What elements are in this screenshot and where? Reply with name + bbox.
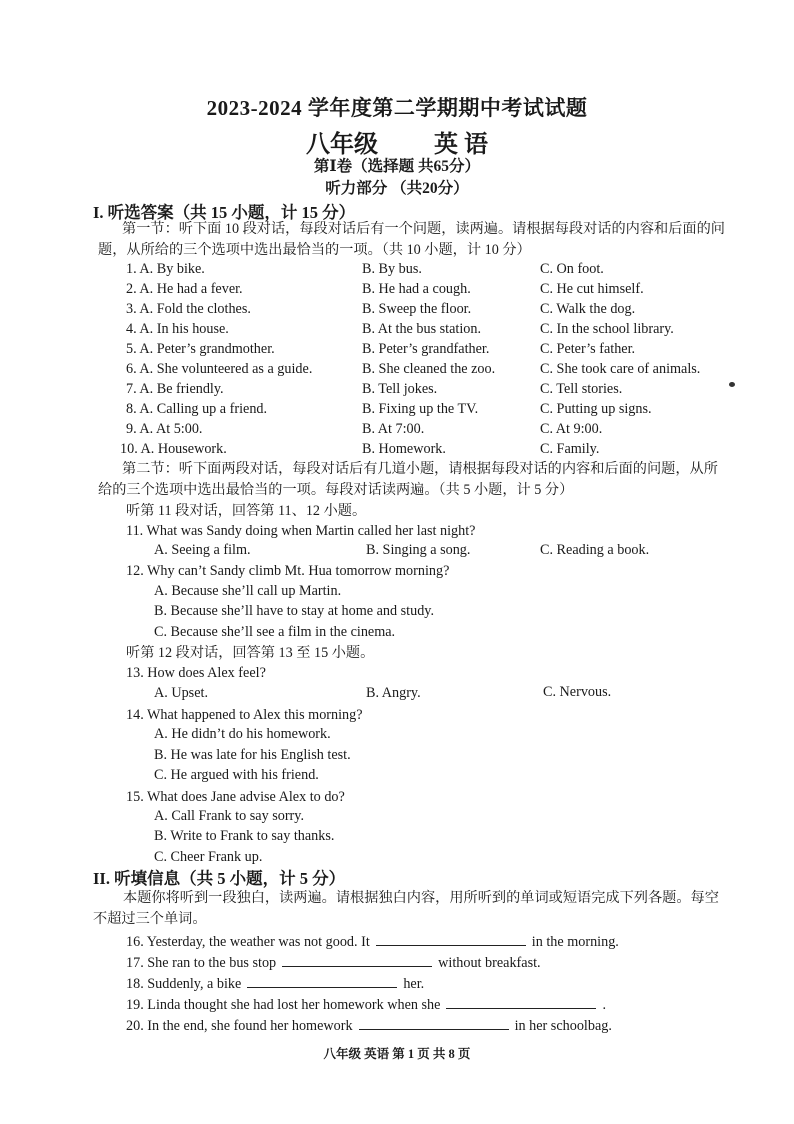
section-2-heading: II. 听填信息（共 5 小题，计 5 分） — [93, 869, 346, 888]
q18-answer-blank[interactable] — [247, 974, 397, 988]
q16-line — [126, 932, 619, 951]
q12-stem: 12. Why can’t Sandy climb Mt. Hua tomorrow morning? — [126, 563, 450, 579]
q4-option-c: C. In the school library. — [540, 321, 674, 337]
section-1-part-1-instructions: 第一节：听下面 10 段对话，每段对话后有一个问题，读两遍。请根据每段对话的内容和后面的问题，从所给的三个选项中选出最恰当的一项。（共 10 小题，计 10 分） — [98, 221, 725, 258]
q20-text-after: in her schoolbag. — [514, 1018, 612, 1034]
q5-option-b: B. Peter’s grandfather. — [362, 341, 490, 357]
q17-answer-blank[interactable] — [282, 953, 432, 967]
section-1-heading: I. 听选答案（共 15 小题，计 15 分） — [93, 203, 356, 222]
q8-option-b: B. Fixing up the TV. — [362, 401, 479, 417]
subject-label: 英 语 — [434, 132, 488, 158]
q15-option-c: C. Cheer Frank up. — [154, 849, 263, 865]
q12-option-a: A. Because she’ll call up Martin. — [154, 583, 342, 599]
q17-line — [126, 953, 541, 972]
q16-text-after: in the morning. — [531, 934, 619, 950]
q11-option-c: C. Reading a book. — [540, 542, 650, 558]
q7-option-b: B. Tell jokes. — [362, 381, 438, 397]
q16-answer-blank[interactable] — [376, 932, 526, 946]
q9-option-c: C. At 9:00. — [540, 421, 603, 437]
dialog-11-note: 听第 11 段对话，回答第 11、12 小题。 — [126, 503, 367, 519]
q18-text-before: 18. Suddenly, a bike — [126, 976, 242, 992]
q10-option-c: C. Family. — [540, 441, 600, 457]
q15-option-b: B. Write to Frank to say thanks. — [154, 828, 335, 844]
q20-text-before: 20. In the end, she found her homework — [126, 1018, 353, 1034]
q8-option-c: C. Putting up signs. — [540, 401, 652, 417]
q6-option-c: C. She took care of animals. — [540, 361, 701, 377]
q5-option-c: C. Peter’s father. — [540, 341, 636, 357]
q3-option-b: B. Sweep the floor. — [362, 301, 472, 317]
q15-option-a: A. Call Frank to say sorry. — [154, 808, 305, 824]
q1-option-a: 1. A. By bike. — [126, 261, 205, 277]
section-1-part-2-instructions: 第二节：听下面两段对话，每段对话后有几道小题，请根据每段对话的内容和后面的问题，从所给的三个选项中选出最恰当的一项。每段对话读两遍。（共 5 小题，计 5 分） — [98, 461, 718, 498]
q16-text-before: 16. Yesterday, the weather was not good. It — [126, 934, 370, 950]
q17-text-after: without breakfast. — [438, 955, 541, 971]
q14-stem: 14. What happened to Alex this morning? — [126, 707, 363, 723]
q3-option-a: 3. A. Fold the clothes. — [126, 301, 251, 317]
q14-option-b: B. He was late for his English test. — [154, 747, 351, 763]
q2-option-c: C. He cut himself. — [540, 281, 644, 297]
q7-option-a: 7. A. Be friendly. — [126, 381, 224, 397]
q4-option-a: 4. A. In his house. — [126, 321, 229, 337]
q14-option-c: C. He argued with his friend. — [154, 767, 319, 783]
ink-speck — [729, 382, 735, 387]
q19-answer-blank[interactable] — [446, 995, 596, 1009]
listening-part-title: 听力部分 （共20分） — [325, 180, 469, 197]
q20-line — [126, 1016, 612, 1035]
q6-option-a: 6. A. She volunteered as a guide. — [126, 361, 313, 377]
q10-option-a: 10. A. Housework. — [120, 441, 227, 457]
q19-text-after: . — [602, 997, 606, 1013]
q13-option-c: C. Nervous. — [543, 684, 612, 700]
q13-stem: 13. How does Alex feel? — [126, 665, 266, 681]
q11-stem: 11. What was Sandy doing when Martin called her last night? — [126, 523, 476, 539]
q3-option-c: C. Walk the dog. — [540, 301, 636, 317]
q1-option-c: C. On foot. — [540, 261, 604, 277]
q12-option-b: B. Because she’ll have to stay at home and study. — [154, 603, 435, 619]
q20-answer-blank[interactable] — [359, 1016, 509, 1030]
q14-option-a: A. He didn’t do his homework. — [154, 726, 331, 742]
q9-option-b: B. At 7:00. — [362, 421, 425, 437]
volume-title: 第Ⅰ卷（选择题 共65分） — [313, 158, 481, 175]
q2-option-a: 2. A. He had a fever. — [126, 281, 243, 297]
q17-text-before: 17. She ran to the bus stop — [126, 955, 277, 971]
q19-text-before: 19. Linda thought she had lost her homework when she — [126, 997, 441, 1013]
q4-option-b: B. At the bus station. — [362, 321, 482, 337]
q7-option-c: C. Tell stories. — [540, 381, 623, 397]
q9-option-a: 9. A. At 5:00. — [126, 421, 203, 437]
q2-option-b: B. He had a cough. — [362, 281, 471, 297]
dialog-12-note: 听第 12 段对话，回答第 13 至 15 小题。 — [126, 645, 375, 661]
exam-title: 2023-2024 学年度第二学期期中考试试题 — [206, 96, 588, 120]
q11-option-b: B. Singing a song. — [366, 542, 471, 558]
q19-line — [126, 995, 606, 1014]
q12-option-c: C. Because she’ll see a film in the cinema. — [154, 624, 396, 640]
q10-option-b: B. Homework. — [362, 441, 446, 457]
q11-option-a: A. Seeing a film. — [154, 542, 251, 558]
q18-line — [126, 974, 424, 993]
section-2-instructions: 本题你将听到一段独白，读两遍。请根据独白内容，用所听到的单词或短语完成下列各题。每空不超过三个单词。 — [93, 890, 719, 927]
q1-option-b: B. By bus. — [362, 261, 422, 277]
q6-option-b: B. She cleaned the zoo. — [362, 361, 496, 377]
q5-option-a: 5. A. Peter’s grandmother. — [126, 341, 275, 357]
q18-text-after: her. — [403, 976, 425, 992]
page-footer: 八年级 英语 第 1 页 共 8 页 — [323, 1047, 471, 1061]
q13-option-a: A. Upset. — [154, 685, 208, 701]
q13-option-b: B. Angry. — [366, 685, 421, 701]
grade-label: 八年级 — [306, 132, 378, 158]
q8-option-a: 8. A. Calling up a friend. — [126, 401, 268, 417]
q15-stem: 15. What does Jane advise Alex to do? — [126, 789, 345, 805]
